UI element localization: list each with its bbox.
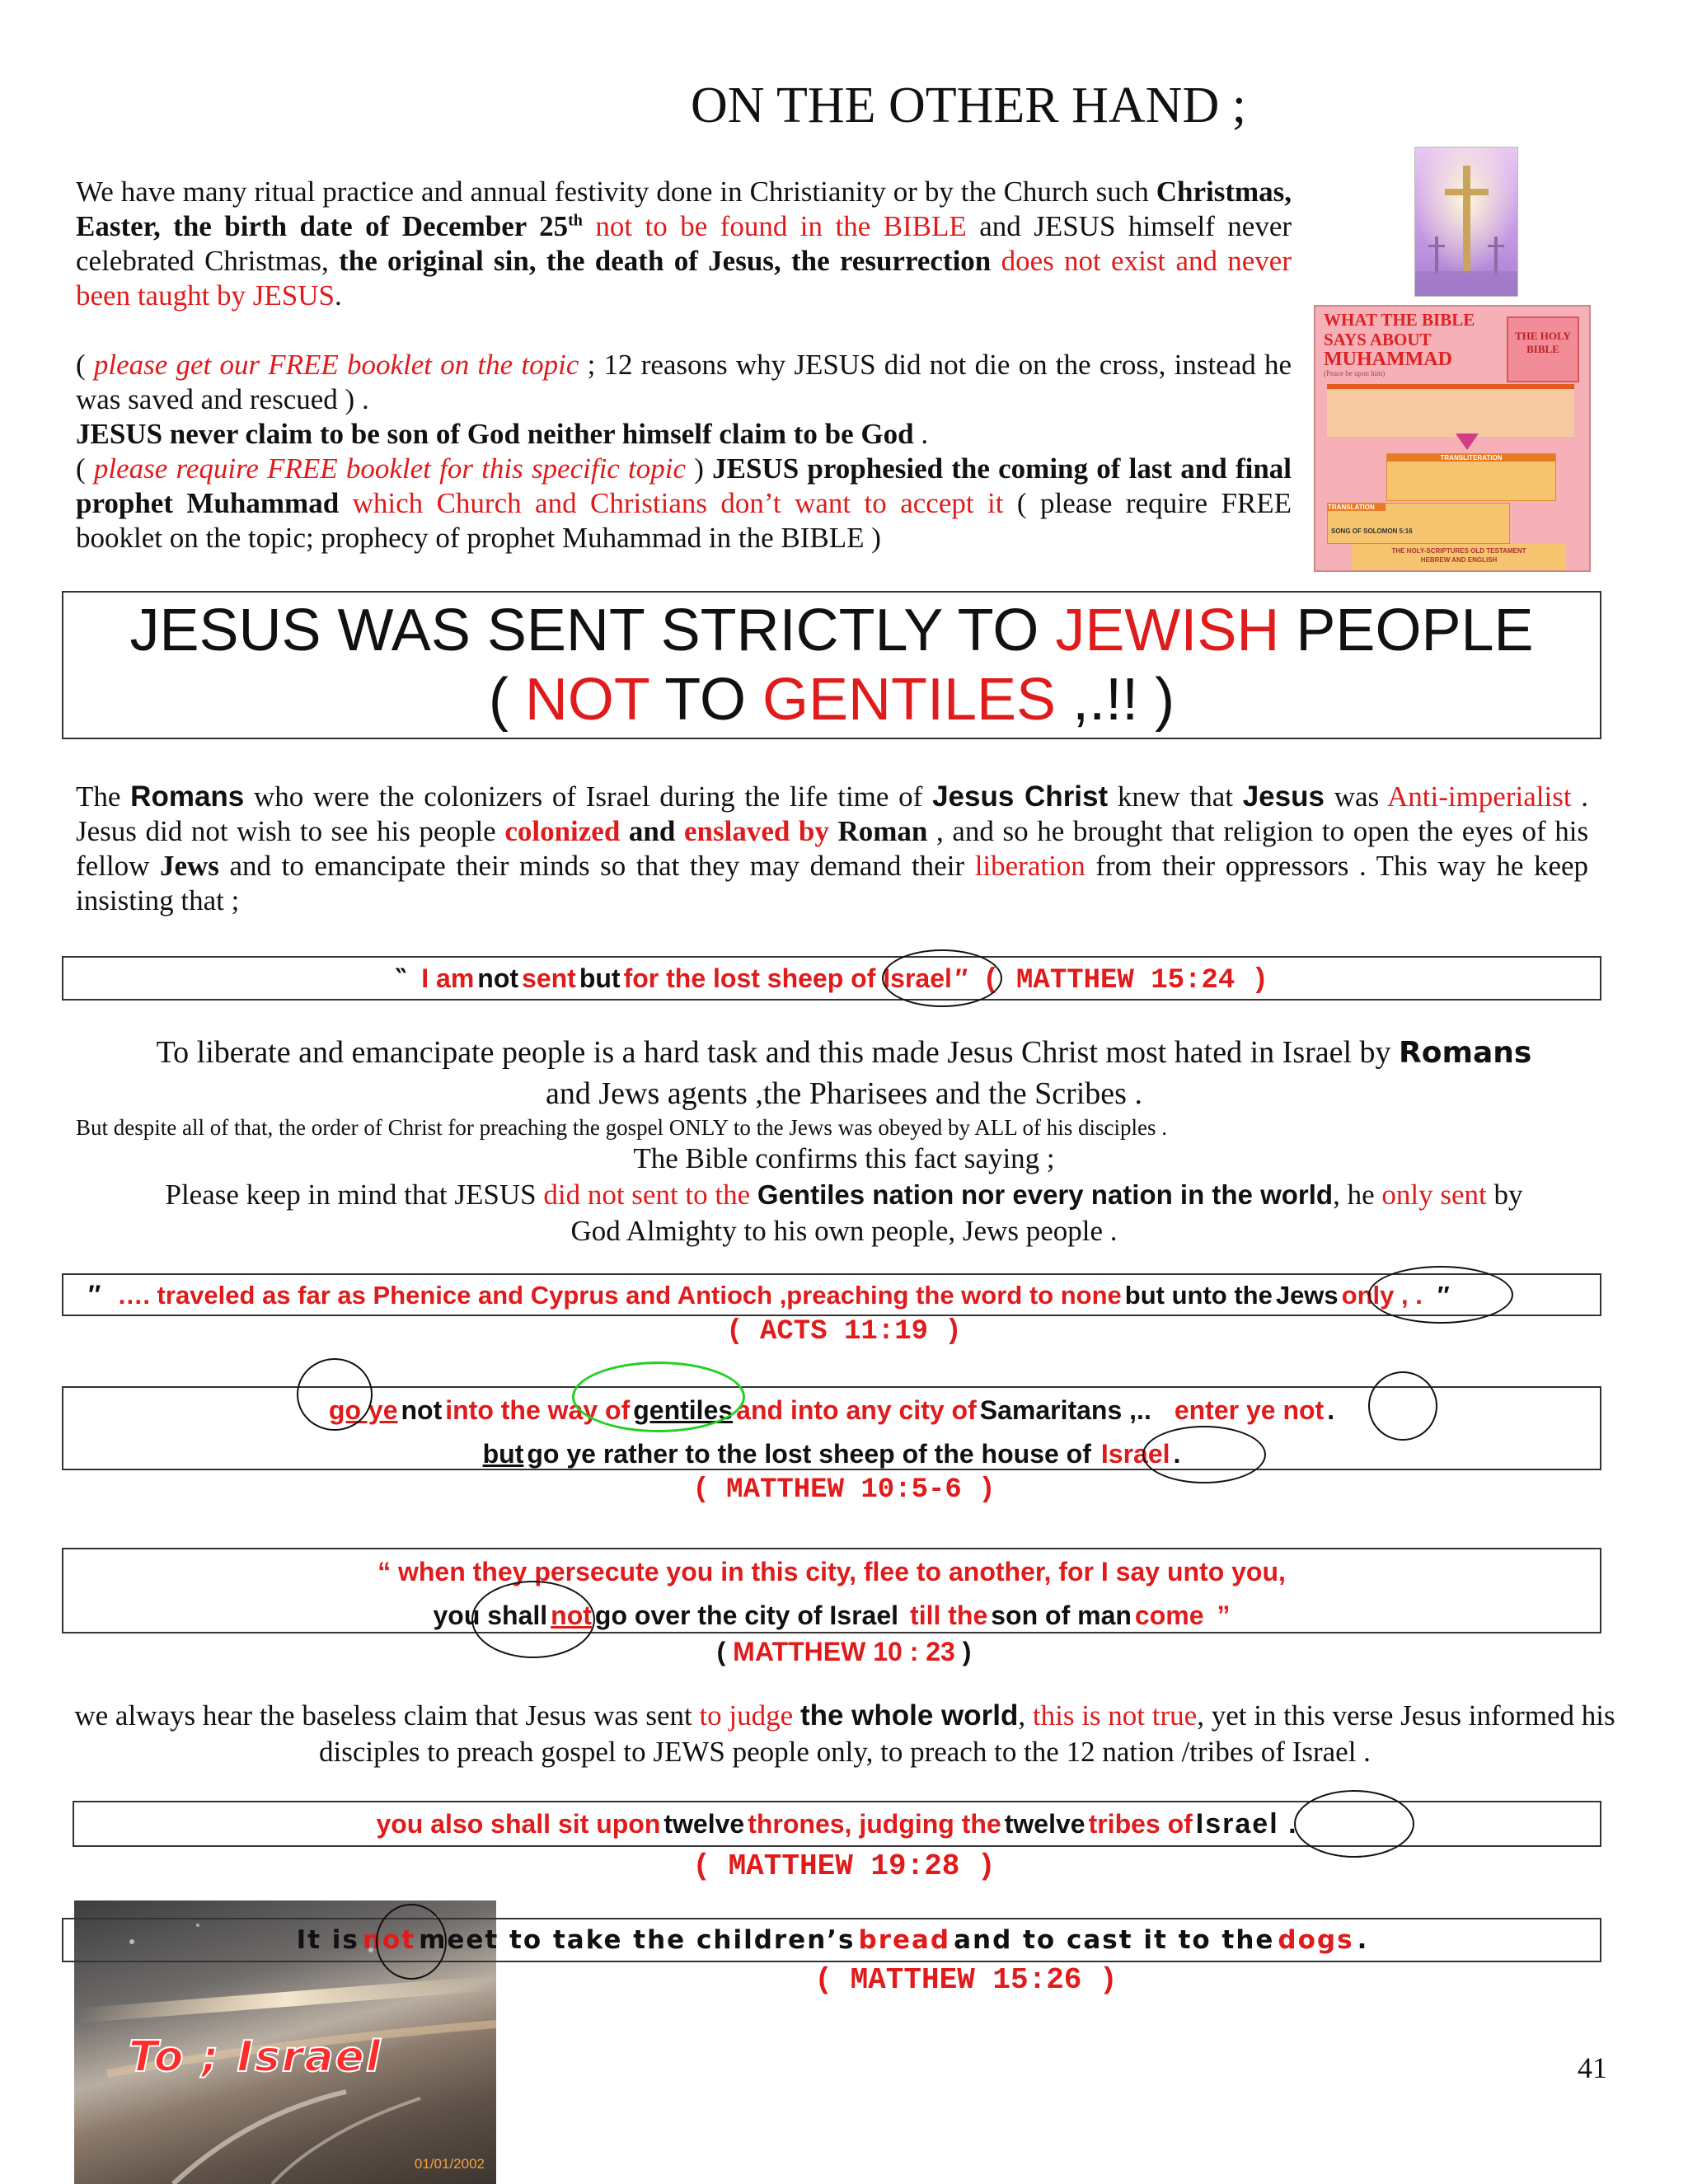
romans-text: The	[76, 780, 121, 813]
quote-text: .	[1327, 1395, 1335, 1425]
scripture-ref-text: MATTHEW 10 : 23	[733, 1637, 955, 1666]
quote-text: come	[1134, 1601, 1204, 1630]
quote-mark: ”	[1217, 1601, 1231, 1630]
verse-ref: SONG OF SOLOMON 5:16	[1331, 527, 1413, 535]
intro-holidays: Christmas, Easter, the birth date of December 25	[76, 176, 1292, 242]
liberate-line-4: The Bible confirms this fact saying ;	[633, 1142, 1055, 1174]
quote-text: not	[401, 1395, 443, 1425]
only-sent: only sent	[1381, 1179, 1487, 1211]
scripture-ref	[49, 1474, 1639, 1507]
quote-box-matthew-19-28	[73, 1801, 1601, 1847]
romans-text: and so he brought that religion to open the eyes of his fellow	[76, 815, 1589, 882]
cross-image	[1414, 147, 1518, 297]
intro-sup: th	[568, 211, 583, 230]
quote-text: enter ye not	[1174, 1395, 1325, 1425]
quote-box-matthew-10-5	[62, 1386, 1601, 1470]
intro-not-in-bible: not to be found in the BIBLE	[595, 210, 967, 242]
hebrew-strip	[1327, 384, 1574, 437]
claim-text: ,	[1018, 1699, 1026, 1732]
quote-text: into the way of	[445, 1395, 631, 1425]
romans-word: Romans	[130, 780, 245, 813]
romans-paragraph	[76, 780, 1588, 918]
jesus-christ-word: Jesus Christ	[932, 780, 1109, 813]
liberation-word: liberation	[974, 850, 1085, 882]
scripture-ref	[49, 1635, 1639, 1668]
scripture-ref-text: ( MATTHEW 15:26 )	[814, 1963, 1118, 1997]
booklet-title-line3: MUHAMMAD	[1324, 349, 1452, 370]
liberate-text: , he	[1333, 1179, 1375, 1211]
title-text: ,.!! )	[1072, 667, 1175, 733]
quote-text: but	[482, 1439, 524, 1469]
paren: (	[716, 1637, 726, 1666]
romans-word: Romans	[1399, 1036, 1532, 1070]
transliteration-box	[1386, 453, 1556, 501]
jesus-word: Jesus	[1242, 780, 1325, 813]
booklet-footer	[1352, 544, 1566, 570]
liberate-line-2: and Jews agents ,the Pharisees and the Scribes .	[546, 1076, 1142, 1111]
intro-text: .	[335, 279, 342, 312]
quote-text: and into any city of	[736, 1395, 977, 1425]
liberate-line-6: God Almighty to his own people, Jews people .	[570, 1215, 1118, 1247]
quote-text: Jews	[1275, 1281, 1339, 1310]
quote-line-1	[63, 1553, 1600, 1596]
paren: )	[694, 452, 704, 485]
romans-text: from their oppressors . This way he keep insisting that ;	[76, 850, 1589, 916]
booklet-topic-text: ; 12 reasons why JESUS did not die on the cross, instead he was saved and rescued ) .	[76, 349, 1292, 415]
claim-statement: JESUS never claim to be son of God neither himself claim to be God	[76, 418, 914, 450]
romans-text: . Jesus did not wish to see his people	[76, 780, 1589, 847]
title-text: JESUS WAS SENT STRICTLY TO	[129, 598, 1039, 663]
quote-box-matthew-10-23	[62, 1548, 1601, 1633]
gentiles-nation: Gentiles nation	[757, 1179, 954, 1210]
claim-text: , yet in this verse Jesus informed his disciples to preach gospel to JEWS people only, to preach to the 12 nation /tribes of Israel .	[319, 1699, 1615, 1768]
quote-text: “ when they persecute you in this city, flee to another, for I say unto you,	[377, 1557, 1286, 1586]
quote-text: not	[551, 1601, 592, 1630]
scripture-ref	[49, 1315, 1639, 1348]
not-true: this is not true	[1032, 1699, 1198, 1732]
transliteration-tag: TRANSLITERATION	[1387, 454, 1555, 462]
scripture-ref-text: ( MATTHEW 10:5-6 )	[692, 1474, 996, 1506]
title-gentiles: GENTILES	[762, 667, 1057, 733]
translation-tag: TRANSLATION	[1328, 504, 1386, 511]
quote-text: go over the city of Israel	[594, 1601, 899, 1630]
scripture-ref-text: ( MATTHEW 19:28 )	[692, 1849, 996, 1883]
booklet-footer-line2: HEBREW AND ENGLISH	[1420, 556, 1498, 564]
quote-text: .	[1173, 1439, 1181, 1469]
romans-text: was	[1334, 780, 1380, 813]
photo-date-stamp: 01/01/2002	[414, 2156, 485, 2172]
free-booklet-link: please require FREE booklet for this specific topic	[93, 452, 687, 485]
booklet-note-1	[76, 348, 1292, 417]
free-booklet-link: please get our FREE booklet on the topic	[93, 349, 579, 381]
title-line-2	[63, 665, 1600, 734]
quote-text: tribes of	[1088, 1809, 1193, 1839]
quote-text: It is	[296, 1925, 359, 1955]
cross-icon	[1415, 148, 1517, 296]
bible-book-icon: THE HOLY BIBLE	[1507, 316, 1579, 382]
quote-text: not	[362, 1925, 416, 1955]
quote-text: I am	[421, 963, 475, 993]
quote-text: go ye rather to the lost sheep of the house of	[527, 1439, 1091, 1469]
quote-mark: ‶	[394, 963, 407, 993]
quote-mark: ″	[1437, 1281, 1450, 1310]
roman-word: Roman	[837, 815, 928, 847]
did-not-sent: did not sent to the	[543, 1179, 751, 1211]
booklet-footer-line1: THE HOLY-SCRIPTURES OLD TESTAMENT	[1391, 547, 1526, 555]
paren: )	[962, 1637, 972, 1666]
quote-text: till the	[910, 1601, 988, 1630]
claim-text: we always hear the baseless claim that Jesus was sent	[74, 1699, 692, 1732]
romans-text: knew that	[1117, 780, 1233, 813]
quote-line-1	[63, 1391, 1600, 1435]
intro-text: and JESUS himself never celebrated Christmas,	[76, 210, 1292, 277]
quote-text: son of man	[991, 1601, 1132, 1630]
church-rejection: which Church and Christians don’t want to accept it	[352, 487, 1004, 519]
quote-text: meet to take the children’s	[419, 1925, 856, 1955]
arrow-icon	[1456, 434, 1479, 450]
quote-text: …. traveled as far as Phenice and Cyprus and Antioch ,preaching the word to none	[117, 1281, 1122, 1310]
scripture-ref	[49, 1849, 1639, 1884]
quote-box-matthew-15-24	[62, 956, 1601, 1001]
liberate-line-3: But despite all of that, the order of Christ for preaching the gospel ONLY to the Jews was obeyed by ALL of his disciples .	[76, 1115, 1168, 1140]
booklet-cover-image	[1314, 305, 1591, 572]
quote-text: sent	[522, 963, 576, 993]
quote-box-acts-11-19	[62, 1273, 1601, 1316]
prophecy-statement: JESUS prophesied the coming of last and final prophet Muhammad	[76, 452, 1292, 519]
quote-text: Israel	[1100, 1439, 1170, 1469]
intro-doctrines: the original sin, the death of Jesus, the resurrection	[339, 245, 992, 277]
quote-text: for the lost sheep of Israel	[623, 963, 952, 993]
quote-mark: ″	[88, 1280, 101, 1310]
romans-text: and to emancipate their minds so that they may demand their	[229, 850, 965, 882]
quote-text: .	[1357, 1925, 1367, 1955]
scripture-ref	[504, 1963, 1428, 1998]
every-nation: nor every nation in the world	[961, 1179, 1334, 1210]
booklet-topic-text: ( please require FREE booklet on the topic; prophecy of prophet Muhammad in the BIBLE )	[76, 487, 1292, 554]
quote-text: twelve	[1004, 1809, 1085, 1839]
quote-mark: ″	[954, 963, 968, 993]
intro-paragraph	[76, 175, 1292, 313]
scripture-ref-text: ( MATTHEW 15:24 )	[982, 965, 1269, 996]
liberate-line-1	[49, 1033, 1639, 1072]
anti-imperialist: Anti-imperialist	[1386, 780, 1572, 813]
colonized-word: colonized	[504, 815, 621, 847]
quote-line-2	[63, 1435, 1600, 1479]
whole-world: the whole world	[799, 1699, 1019, 1732]
quote-text: dogs	[1278, 1925, 1354, 1955]
quote-text: but unto the	[1124, 1281, 1273, 1310]
quote-text: and to cast it to the	[954, 1925, 1275, 1955]
booklet-title	[1324, 310, 1497, 378]
quote-text: bread	[858, 1925, 951, 1955]
title-text: TO	[664, 667, 746, 733]
quote-text: go ye	[328, 1395, 398, 1425]
jesus-never-claim	[76, 417, 1292, 452]
quote-box-matthew-15-26	[62, 1918, 1601, 1962]
quote-text: not	[477, 963, 519, 993]
booklet-note-2	[76, 452, 1292, 555]
quote-text: Israel .	[1195, 1808, 1298, 1840]
title-text: PEOPLE	[1296, 598, 1534, 663]
intro-not-taught: does not exist and never been taught by JESUS	[76, 245, 1292, 312]
title-jewish: JEWISH	[1055, 598, 1280, 663]
claim-period: .	[921, 418, 929, 450]
romans-text: who were the colonizers of Israel during the life time of	[254, 780, 923, 813]
quote-text: you shall	[433, 1601, 548, 1630]
quote-text: only , .	[1341, 1281, 1423, 1310]
title-not: NOT	[524, 667, 649, 733]
quote-text: twelve	[663, 1809, 745, 1839]
paren: (	[76, 349, 86, 381]
intro-text: We have many ritual practice and annual festivity done in Christianity or by the Church such	[76, 176, 1149, 208]
booklet-title-line1: WHAT THE BIBLE	[1324, 310, 1475, 330]
translation-box	[1327, 503, 1510, 544]
page-number: 41	[1578, 2051, 1607, 2084]
to-judge: to judge	[699, 1699, 794, 1732]
quote-text: gentiles	[633, 1395, 734, 1425]
quote-text: you also shall sit upon	[376, 1809, 661, 1839]
scripture-ref-text: ( ACTS 11:19 )	[726, 1316, 962, 1347]
liberate-text: To liberate and emancipate people is a hard task and this made Jesus Christ most hated in Israel by	[156, 1035, 1391, 1070]
jews-word: Jews	[160, 850, 219, 882]
booklet-title-line4: (Peace be upon him)	[1324, 369, 1386, 377]
quote-text: but	[579, 963, 621, 993]
romans-text: and	[628, 815, 676, 847]
title-line-1	[63, 596, 1600, 665]
booklet-title-line2: SAYS ABOUT	[1324, 330, 1432, 349]
liberate-line-5	[49, 1177, 1639, 1213]
quote-text: thrones, judging the	[748, 1809, 1001, 1839]
claim-paragraph	[74, 1698, 1615, 1770]
liberate-text: Please keep in mind that JESUS	[165, 1179, 537, 1211]
photo-caption: To ; Israel	[129, 2032, 382, 2082]
quote-text: Samaritans ,..	[979, 1395, 1151, 1425]
paren: (	[76, 452, 86, 485]
title-box	[62, 591, 1601, 739]
romans-text: ,	[936, 815, 944, 847]
title-text: (	[488, 667, 509, 733]
page-heading: ON THE OTHER HAND ;	[691, 77, 1246, 134]
quote-line-2	[63, 1596, 1600, 1640]
scripture-ref	[982, 965, 1268, 996]
enslaved-word: enslaved by	[683, 815, 829, 847]
liberate-text: by	[1493, 1179, 1523, 1211]
